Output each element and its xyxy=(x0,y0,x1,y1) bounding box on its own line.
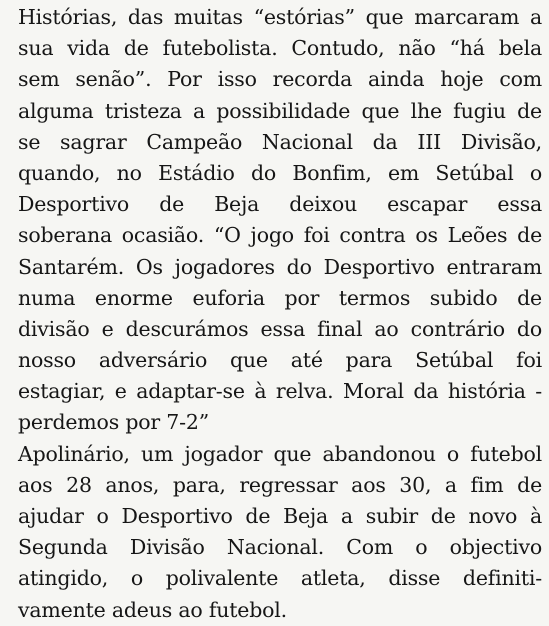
text-line: quando, no Estádio do Bonfim, em Setúbal o xyxy=(18,160,542,185)
text-line: aos 28 anos, para, regressar aos 30, a fim de xyxy=(18,472,542,497)
text-line: sua vida de futebolista. Contudo, não “há bela xyxy=(18,36,542,61)
paragraph-2 xyxy=(18,439,542,626)
text-line: se sagrar Campeão Nacional da III Divisão, xyxy=(18,129,542,154)
text-line: atingido, o polivalente atleta, disse definiti- xyxy=(18,566,542,591)
article-body xyxy=(18,2,542,626)
text-line: nosso adversário que até para Setúbal foi xyxy=(18,348,542,373)
text-line: vamente adeus ao futebol. xyxy=(18,597,287,622)
text-line: divisão e descurámos essa final ao contrário do xyxy=(18,316,542,341)
text-line: Histórias, das muitas “estórias” que marcaram a xyxy=(18,5,542,29)
text-line: Apolinário, um jogador que abandonou o futebol xyxy=(18,441,542,466)
text-line: estagiar, e adaptar-se à relva. Moral da história - xyxy=(18,379,542,404)
text-line: sem senão”. Por isso recorda ainda hoje com xyxy=(18,67,542,92)
text-line: alguma tristeza a possibilidade que lhe fugiu de xyxy=(18,98,542,123)
text-line: Santarém. Os jogadores do Desportivo entraram xyxy=(18,254,542,279)
text-line: ajudar o Desportivo de Beja a subir de novo à xyxy=(18,504,542,528)
text-line: perdemos por 7-2” xyxy=(18,410,209,435)
text-line: Desportivo de Beja deixou escapar essa xyxy=(18,192,542,217)
paragraph-1 xyxy=(18,2,542,439)
text-line: numa enorme euforia por termos subido de xyxy=(18,285,542,310)
text-line: Segunda Divisão Nacional. Com o objectivo xyxy=(18,535,542,560)
text-line: soberana ocasião. “O jogo foi contra os Leões de xyxy=(18,223,542,248)
